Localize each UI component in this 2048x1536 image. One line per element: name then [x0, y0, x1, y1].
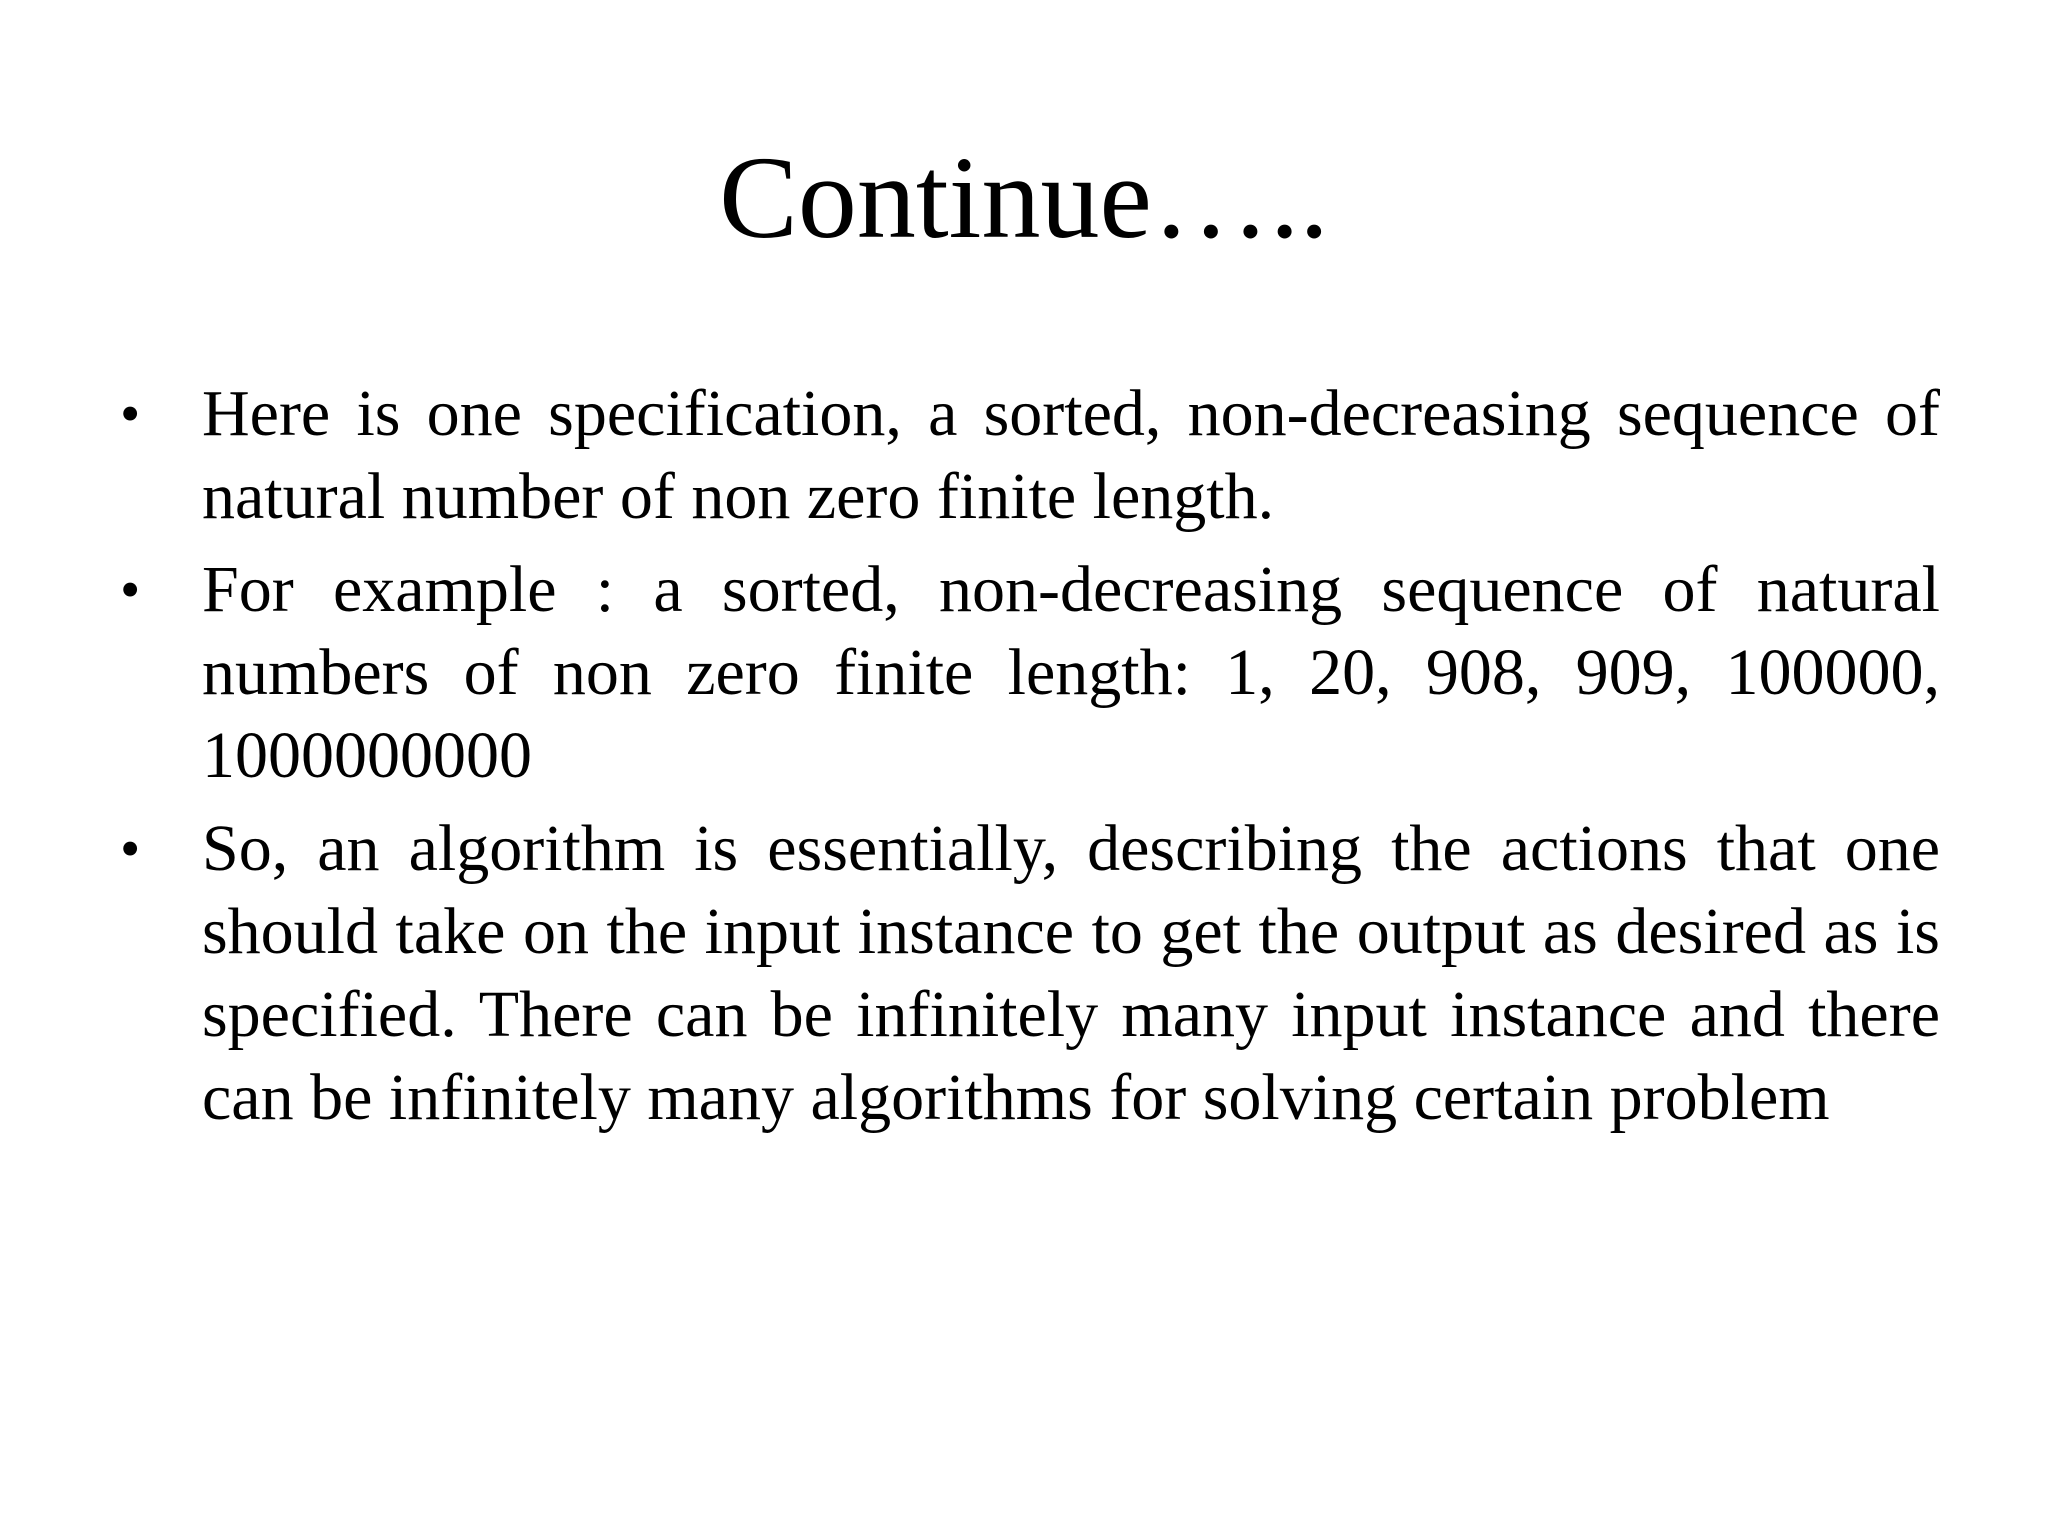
- slide-title: Continue…..: [719, 132, 1329, 263]
- bullet-item: [120, 548, 1940, 797]
- bullet-dot-icon: •: [120, 381, 141, 446]
- bullet-text: So, an algorithm is essentially, describing the actions that one should take on the input instance to get the output as desired as is specified. There can be infinitely many input instance and there can be infinitely many algorithms for solving certain problem: [202, 812, 1940, 1134]
- bullet-list: [120, 372, 1940, 1149]
- bullet-dot-icon: •: [120, 557, 141, 622]
- bullet-dot-icon: •: [120, 816, 141, 881]
- bullet-text: For example : a sorted, non-decreasing sequence of natural numbers of non zero finite length: 1, 20, 908, 909, 100000, 1000000000: [202, 553, 1940, 792]
- bullet-text: Here is one specification, a sorted, non-decreasing sequence of natural number of non zero finite length.: [202, 377, 1940, 533]
- bullet-item: [120, 807, 1940, 1139]
- bullet-item: [120, 372, 1940, 538]
